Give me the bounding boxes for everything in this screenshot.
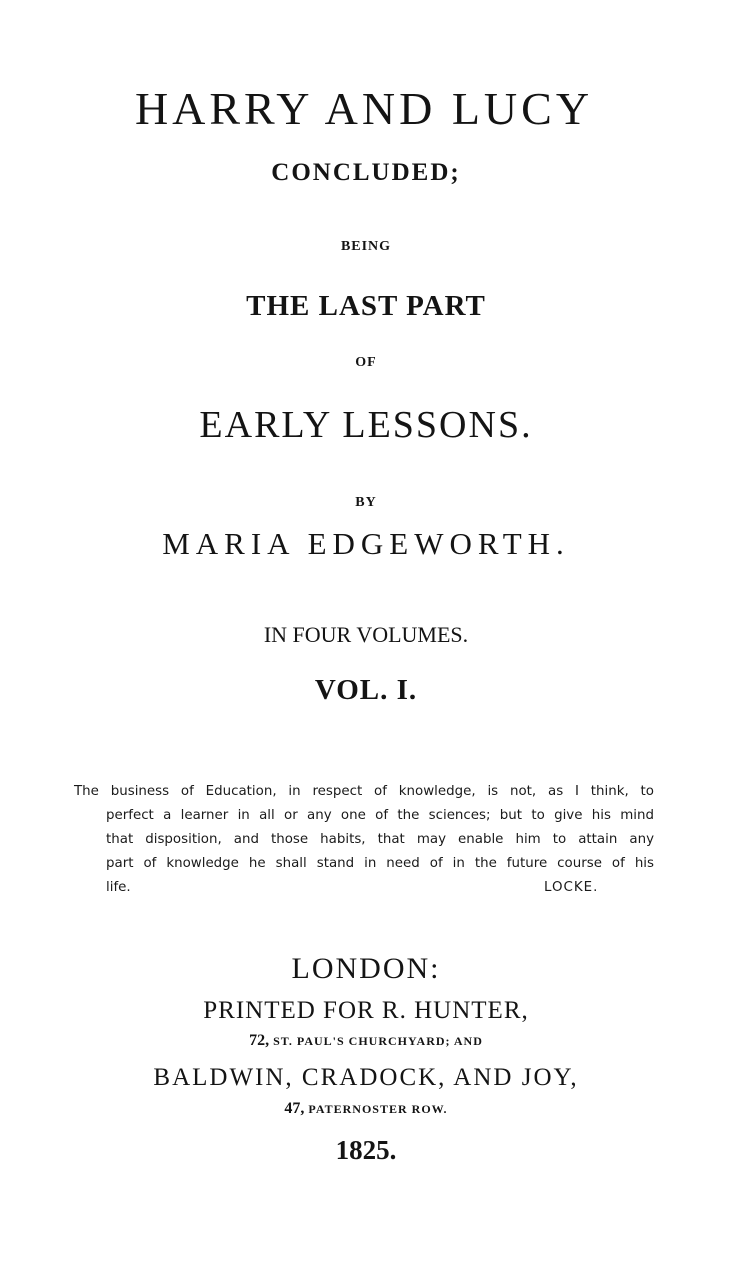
imprint-address-1 (0, 1033, 732, 1049)
imprint-publishers: BALDWIN, CRADOCK, AND JOY, (153, 1064, 579, 1091)
imprint-address-2 (0, 1101, 732, 1117)
volume-number: VOL. I. (314, 674, 418, 706)
epigraph-last-line (106, 876, 654, 900)
epigraph-attribution: LOCKE. (544, 880, 599, 895)
epigraph-line: The business of Education, in respect of knowledge, is not, as I think, to (74, 784, 654, 799)
by-word: BY (355, 495, 377, 510)
book-subtitle: CONCLUDED; (271, 159, 461, 186)
address-2-number: 47, (284, 1100, 305, 1117)
address-2-text: PATERNOSTER ROW. (308, 1102, 448, 1116)
epigraph-line: that disposition, and those habits, that may enable him to attain any (106, 832, 654, 847)
epigraph-last-text: life. (106, 880, 131, 895)
being-word: BEING (340, 239, 392, 254)
epigraph (74, 780, 654, 900)
book-title: HARRY AND LUCY (134, 83, 594, 134)
epigraph-line: part of knowledge he shall stand in need of in the future course of his (106, 856, 654, 871)
address-1-number: 72, (249, 1032, 270, 1049)
volume-count: IN FOUR VOLUMES. (263, 622, 469, 647)
series-title: EARLY LESSONS. (199, 404, 533, 446)
last-part-heading: THE LAST PART (246, 290, 486, 322)
imprint-printer: PRINTED FOR R. HUNTER, (203, 997, 529, 1024)
of-word: OF (355, 355, 377, 370)
imprint-city: LONDON: (291, 952, 441, 985)
imprint-year: 1825. (335, 1135, 397, 1165)
epigraph-line: perfect a learner in all or any one of the sciences; but to give his mind (106, 808, 654, 823)
address-1-text: ST. PAUL'S CHURCHYARD; AND (273, 1034, 483, 1048)
author-name: MARIA EDGEWORTH. (162, 526, 570, 561)
